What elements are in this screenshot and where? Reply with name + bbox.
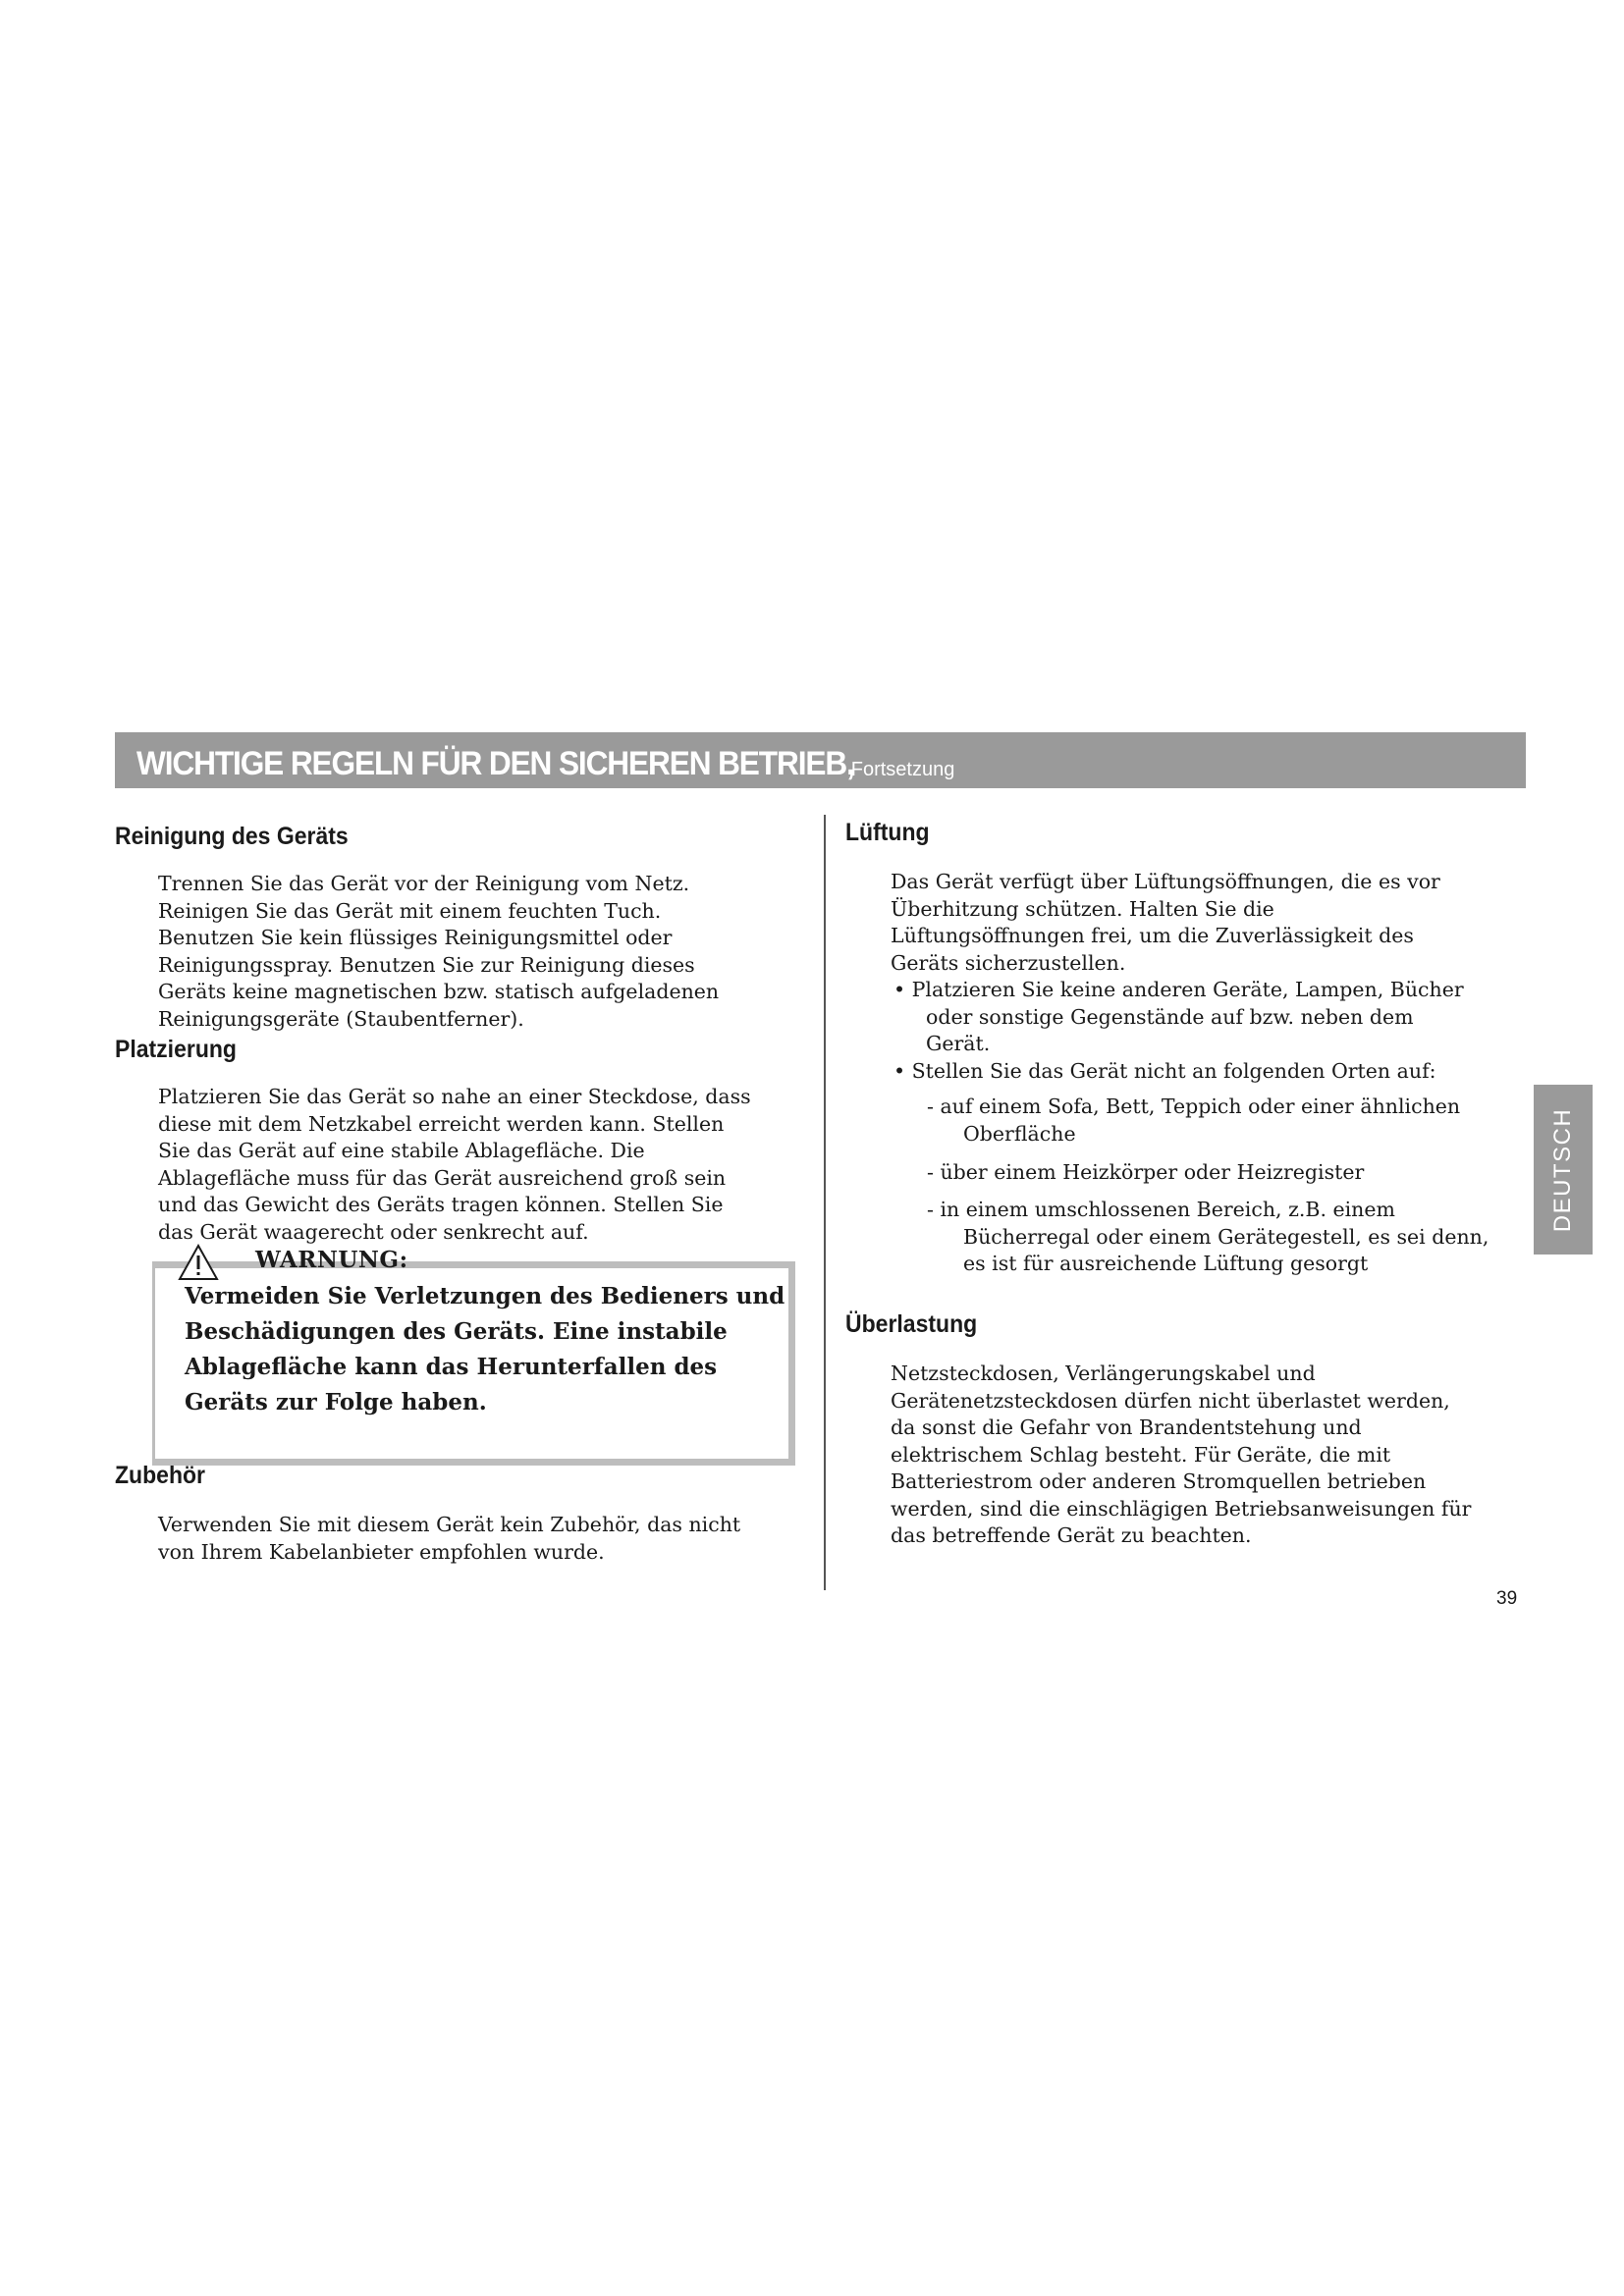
text-line: Gerätenetzsteckdosen dürfen nicht überlastet werden, — [891, 1388, 1450, 1413]
text-line: Verwenden Sie mit diesem Gerät kein Zubehör, das nicht — [158, 1513, 741, 1536]
warning-triangle-icon — [177, 1243, 220, 1282]
text-line: Reinigen Sie das Gerät mit einem feuchten Tuch. — [158, 898, 662, 923]
text-line: das betreffende Gerät zu beachten. — [891, 1523, 1252, 1547]
paragraph-platzierung — [158, 1084, 751, 1246]
heading-reinigung: Reinigung des Geräts — [115, 823, 349, 850]
warning-label: WARNUNG: — [255, 1247, 408, 1273]
text-line: Geräts keine magnetischen bzw. statisch aufgeladenen — [158, 980, 720, 1003]
text-line: Platzieren Sie das Gerät so nahe an einer Steckdose, dass — [158, 1085, 751, 1108]
paragraph-ueberlastung — [891, 1361, 1471, 1550]
heading-lueftung: Lüftung — [845, 819, 930, 846]
text-line: diese mit dem Netzkabel erreicht werden kann. Stellen — [158, 1111, 725, 1136]
language-tab-label: DEUTSCH — [1549, 1107, 1576, 1232]
text-line: das Gerät waagerecht oder senkrecht auf. — [158, 1219, 589, 1244]
text-line: Ablagefläche muss für das Gerät ausreichend groß sein — [158, 1165, 727, 1190]
text-line: Überhitzung schützen. Halten Sie die — [891, 896, 1274, 921]
text-line: da sonst die Gefahr von Brandentstehung und — [891, 1415, 1362, 1439]
banner-subtitle: Fortsetzung — [850, 759, 955, 780]
text-line: Batteriestrom oder anderen Stromquellen betrieben — [891, 1469, 1427, 1493]
heading-ueberlastung: Überlastung — [845, 1310, 978, 1338]
paragraph-zubehoer — [158, 1512, 740, 1566]
text-line: Oberfläche — [963, 1121, 1076, 1146]
text-line: - über einem Heizkörper oder Heizregister — [927, 1160, 1365, 1184]
text-line: Reinigungsgeräte (Staubentferner). — [158, 1006, 524, 1031]
paragraph-lueftung-intro — [891, 869, 1440, 977]
language-tab — [1534, 1085, 1593, 1255]
text-line: - in einem umschlossenen Bereich, z.B. einem — [927, 1198, 1395, 1221]
banner-title: WICHTIGE REGELN FÜR DEN SICHEREN BETRIEB, — [136, 745, 854, 782]
text-line: und das Gewicht des Geräts tragen können. Stellen Sie — [158, 1193, 724, 1216]
page-number: 39 — [1496, 1588, 1518, 1609]
heading-platzierung: Platzierung — [115, 1036, 237, 1063]
sub-bullet-item — [927, 1159, 1364, 1187]
text-line: Sie das Gerät auf eine stabile Ablagefläche. Die — [158, 1139, 645, 1162]
warning-line: Geräts zur Folge haben. — [185, 1389, 487, 1415]
warning-line: Ablagefläche kann das Herunterfallen des — [185, 1354, 718, 1380]
text-line: elektrischem Schlag besteht. Für Geräte, die mit — [891, 1442, 1391, 1467]
text-line: Gerät. — [926, 1032, 991, 1055]
text-line: Das Gerät verfügt über Lüftungsöffnungen, die es vor — [891, 870, 1440, 893]
column-divider — [824, 815, 826, 1590]
heading-zubehoer: Zubehör — [115, 1462, 205, 1489]
text-line: Lüftungsöffnungen frei, um die Zuverlässigkeit des — [891, 924, 1414, 947]
bullet-item — [893, 977, 1464, 1058]
text-line: Trennen Sie das Gerät vor der Reinigung vom Netz. — [158, 872, 690, 895]
text-line: oder sonstige Gegenstände auf bzw. neben dem — [926, 1004, 1414, 1029]
text-line: - auf einem Sofa, Bett, Teppich oder einer ähnlichen — [927, 1095, 1461, 1118]
bullet-item — [893, 1058, 1436, 1086]
text-line: Netzsteckdosen, Verlängerungskabel und — [891, 1362, 1316, 1385]
section-banner — [115, 732, 1526, 788]
text-line: werden, sind die einschlägigen Betriebsanweisungen für — [891, 1496, 1472, 1521]
text-line: • Stellen Sie das Gerät nicht an folgenden Orten auf: — [893, 1059, 1436, 1083]
text-line: Geräts sicherzustellen. — [891, 950, 1126, 975]
paragraph-reinigung — [158, 871, 719, 1033]
sub-bullet-item — [927, 1094, 1460, 1148]
warning-line: Beschädigungen des Geräts. Eine instabile — [185, 1318, 728, 1345]
text-line: von Ihrem Kabelanbieter empfohlen wurde. — [158, 1539, 605, 1564]
text-line: • Platzieren Sie keine anderen Geräte, Lampen, Bücher — [893, 978, 1464, 1001]
text-line: Reinigungsspray. Benutzen Sie zur Reinigung dieses — [158, 952, 695, 977]
warning-text — [185, 1279, 785, 1420]
warning-line: Vermeiden Sie Verletzungen des Bedieners und — [185, 1283, 785, 1309]
text-line: Benutzen Sie kein flüssiges Reinigungsmittel oder — [158, 926, 673, 949]
text-line: Bücherregal oder einem Gerätegestell, es sei denn, — [963, 1224, 1489, 1249]
sub-bullet-item — [927, 1197, 1489, 1278]
text-line: es ist für ausreichende Lüftung gesorgt — [963, 1252, 1369, 1275]
